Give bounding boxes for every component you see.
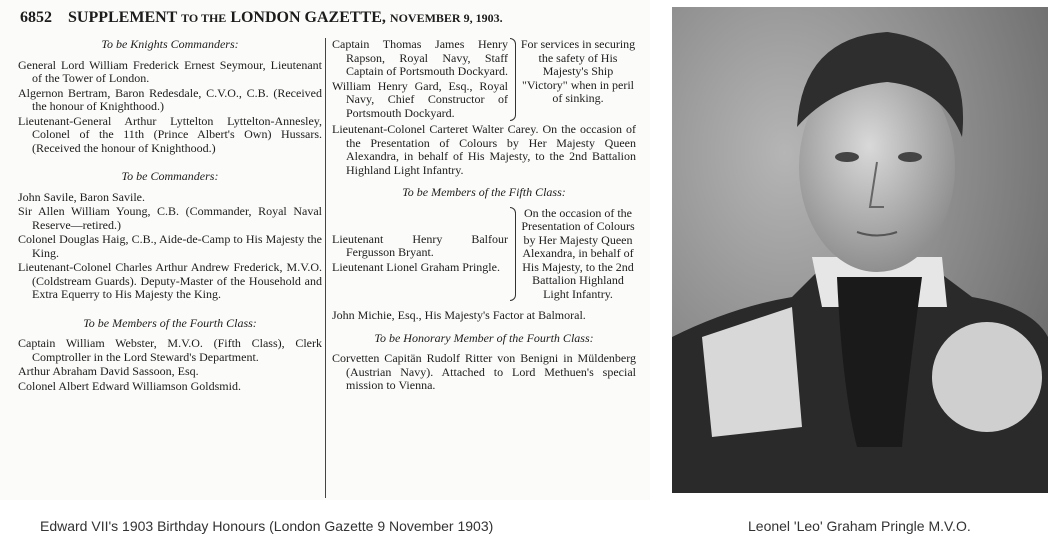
brace (508, 38, 518, 121)
brace (508, 207, 518, 302)
honour-entry: Lieutenant Lionel Graham Pringle. (332, 259, 500, 274)
section-heading: To be Members of the Fifth Class: (402, 185, 566, 199)
group-note: On the occasion of the Presentation of Colours by Her Majesty Queen Alexandra, in behalf of His Majesty, to the 2nd Battalion Highland Light Infantry. (521, 205, 635, 301)
left-column (18, 38, 322, 394)
header-main: LONDON GAZETTE, (230, 9, 386, 26)
section-commanders (18, 170, 322, 302)
portrait-photo (672, 7, 1048, 493)
honour-entry: William Henry Gard, Esq., Royal Navy, Chief Constructor of Portsmouth Dockyard. (332, 78, 508, 120)
honour-entry: Algernon Bertram, Baron Redesdale, C.V.O., C.B. (Received the honour of Knighthood.) (18, 85, 322, 113)
section-fourth-class (18, 317, 322, 394)
page-number: 6852 (20, 9, 52, 26)
group-note: For services in securing the safety of His Majesty's Ship "Victory" when in peril of sinking. (520, 37, 636, 105)
honour-entry: Corvetten Capitän Rudolf Ritter von Benigni in Müldenberg (Austrian Navy). Attached to Lord Methuen's special mission to Vienna. (332, 351, 636, 392)
section-heading: To be Knights Commanders: (101, 37, 239, 51)
honour-entry: Lieutenant-Colonel Carteret Walter Carey. On the occasion of the Presentation of Colours by Her Majesty Queen Alexandra, in behalf of His Majesty, to the 2nd Battalion Highland Light Infantry. (332, 122, 636, 177)
gazette-header (20, 9, 503, 27)
victory-group (332, 38, 636, 121)
section-heading: To be Honorary Member of the Fourth Class: (374, 330, 594, 345)
portrait-caption: Leonel 'Leo' Graham Pringle M.V.O. (748, 518, 971, 534)
honour-entry: Colonel Albert Edward Williamson Goldsmid. (18, 378, 241, 393)
section-heading: To be Commanders: (121, 169, 219, 183)
honour-entry: John Savile, Baron Savile. (18, 189, 145, 204)
header-date: NOVEMBER 9, 1903. (389, 11, 503, 25)
honour-entry: Sir Allen William Young, C.B. (Commander, Royal Naval Reserve—retired.) (18, 204, 322, 232)
honour-entry: Arthur Abraham David Sassoon, Esq. (18, 364, 199, 378)
section-heading: To be Members of the Fourth Class: (83, 315, 257, 330)
honour-entry: General Lord William Frederick Ernest Seymour, Lieutenant of the Tower of London. (18, 57, 322, 85)
honour-entry: John Michie, Esq., His Majesty's Factor at Balmoral. (332, 308, 586, 322)
honour-entry: Captain William Webster, M.V.O. (Fifth Class), Clerk Comptroller in the Lord Steward's Department. (18, 336, 322, 364)
honour-entry: Lieutenant Henry Balfour Fergusson Bryant. (332, 231, 508, 259)
right-column (332, 38, 636, 394)
column-divider (325, 38, 326, 498)
fifth-class-group (332, 207, 636, 302)
honour-entry: Colonel Douglas Haig, C.B., Aide-de-Camp to His Majesty the King. (18, 232, 322, 260)
section-knights (18, 38, 322, 155)
header-to-the: TO THE (181, 11, 227, 25)
honour-entry: Lieutenant-General Arthur Lyttelton Lyttelton-Annesley, Colonel of the 11th (Prince Albert's Own) Hussars. (Received the honour of Knighthood.) (18, 113, 322, 155)
gazette-caption: Edward VII's 1903 Birthday Honours (London Gazette 9 November 1903) (40, 518, 494, 534)
honour-entry: Captain Thomas James Henry Rapson, Royal Navy, Staff Captain of Portsmouth Dockyard. (332, 37, 508, 78)
header-title: SUPPLEMENT (68, 9, 178, 26)
honour-entry: Lieutenant-Colonel Charles Arthur Andrew Frederick, M.V.O. (Coldstream Guards). Deputy-Master of the Household and Extra Equerry to His Majesty the King. (18, 260, 322, 301)
